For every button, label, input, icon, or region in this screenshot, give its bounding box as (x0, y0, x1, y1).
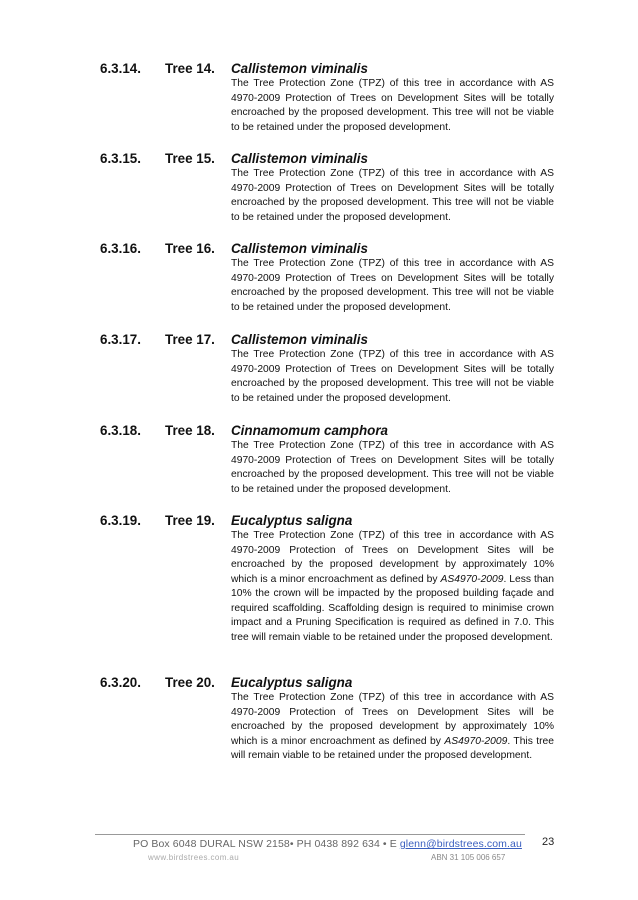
footer-divider (95, 834, 525, 835)
section-number: 6.3.14. (100, 61, 141, 76)
tree-label: Tree 17. (165, 332, 215, 347)
section-6-3-16 (0, 241, 638, 313)
tree-label: Tree 15. (165, 151, 215, 166)
section-number: 6.3.16. (100, 241, 141, 256)
section-6-3-14 (0, 61, 638, 133)
body-text: . This tree will remain viable to be retained under the proposed development. (231, 735, 555, 761)
standard-reference: AS4970-2009 (440, 573, 504, 585)
tree-label: Tree 20. (165, 675, 215, 690)
section-body (231, 691, 554, 764)
species-name: Eucalyptus saligna (231, 675, 353, 690)
section-body: The Tree Protection Zone (TPZ) of this tree in accordance with AS 4970-2009 Protection of Trees on Development Sites will be totally encroached by the proposed development. This tree will not be viable to be retained under the proposed development. (231, 78, 554, 133)
section-6-3-19 (0, 513, 638, 643)
section-body (231, 529, 554, 645)
species-name: Callistemon viminalis (231, 151, 368, 166)
tree-label: Tree 18. (165, 423, 215, 438)
section-number: 6.3.18. (100, 423, 141, 438)
species-name: Callistemon viminalis (231, 61, 368, 76)
footer-email-link[interactable]: glenn@birdstrees.com.au (399, 838, 522, 850)
section-body: The Tree Protection Zone (TPZ) of this tree in accordance with AS 4970-2009 Protection of Trees on Development Sites will be totally encroached by the proposed development. This tree will not be viable to be retained under the proposed development. (231, 349, 554, 404)
section-number: 6.3.19. (100, 513, 141, 528)
section-6-3-17 (0, 332, 638, 404)
footer-address: PO Box 6048 DURAL NSW 2158• PH 0438 892 634 • E (133, 838, 400, 850)
species-name: Callistemon viminalis (231, 332, 368, 347)
section-number: 6.3.20. (100, 675, 141, 690)
body-text: . Less than 10% the crown will be impacted by the proposed building façade and required scaffolding. Scaffolding design is required to minimise crown impact and a Pruning Specification is required as defined in 7.0. This tree will remain viable to be retained under the proposed development. (231, 573, 555, 643)
section-number: 6.3.15. (100, 151, 141, 166)
footer-abn: ABN 31 105 006 657 (431, 853, 506, 862)
page-number: 23 (542, 836, 555, 848)
section-6-3-18 (0, 423, 638, 495)
tree-label: Tree 19. (165, 513, 215, 528)
section-body: The Tree Protection Zone (TPZ) of this tree in accordance with AS 4970-2009 Protection of Trees on Development Sites will be totally encroached by the proposed development. This tree will not be viable to be retained under the proposed development. (231, 258, 554, 313)
standard-reference: AS4970-2009 (444, 735, 508, 747)
tree-label: Tree 14. (165, 61, 215, 76)
footer-website: www.birdstrees.com.au (148, 853, 240, 862)
species-name: Eucalyptus saligna (231, 513, 353, 528)
species-name: Cinnamomum camphora (231, 423, 388, 438)
tree-label: Tree 16. (165, 241, 215, 256)
section-6-3-20 (0, 675, 638, 761)
footer-contact (133, 838, 522, 850)
species-name: Callistemon viminalis (231, 241, 368, 256)
section-6-3-15 (0, 151, 638, 223)
section-number: 6.3.17. (100, 332, 141, 347)
body-text: The Tree Protection Zone (TPZ) of this tree in accordance with AS 4970-2009 Protection of Trees on Development Sites will be encroached by the proposed development by approximately 10% which is a minor encroachment as defined by (231, 530, 554, 585)
body-text: The Tree Protection Zone (TPZ) of this tree in accordance with AS 4970-2009 Protection of Trees on Development Sites will be encroached by the proposed development by approximately 10% which is a minor encroachment as defined by (231, 692, 554, 747)
section-body: The Tree Protection Zone (TPZ) of this tree in accordance with AS 4970-2009 Protection of Trees on Development Sites will be totally encroached by the proposed development. This tree will not be viable to be retained under the proposed development. (231, 440, 554, 495)
section-body: The Tree Protection Zone (TPZ) of this tree in accordance with AS 4970-2009 Protection of Trees on Development Sites will be totally encroached by the proposed development. This tree will not be viable to be retained under the proposed development. (231, 168, 554, 223)
